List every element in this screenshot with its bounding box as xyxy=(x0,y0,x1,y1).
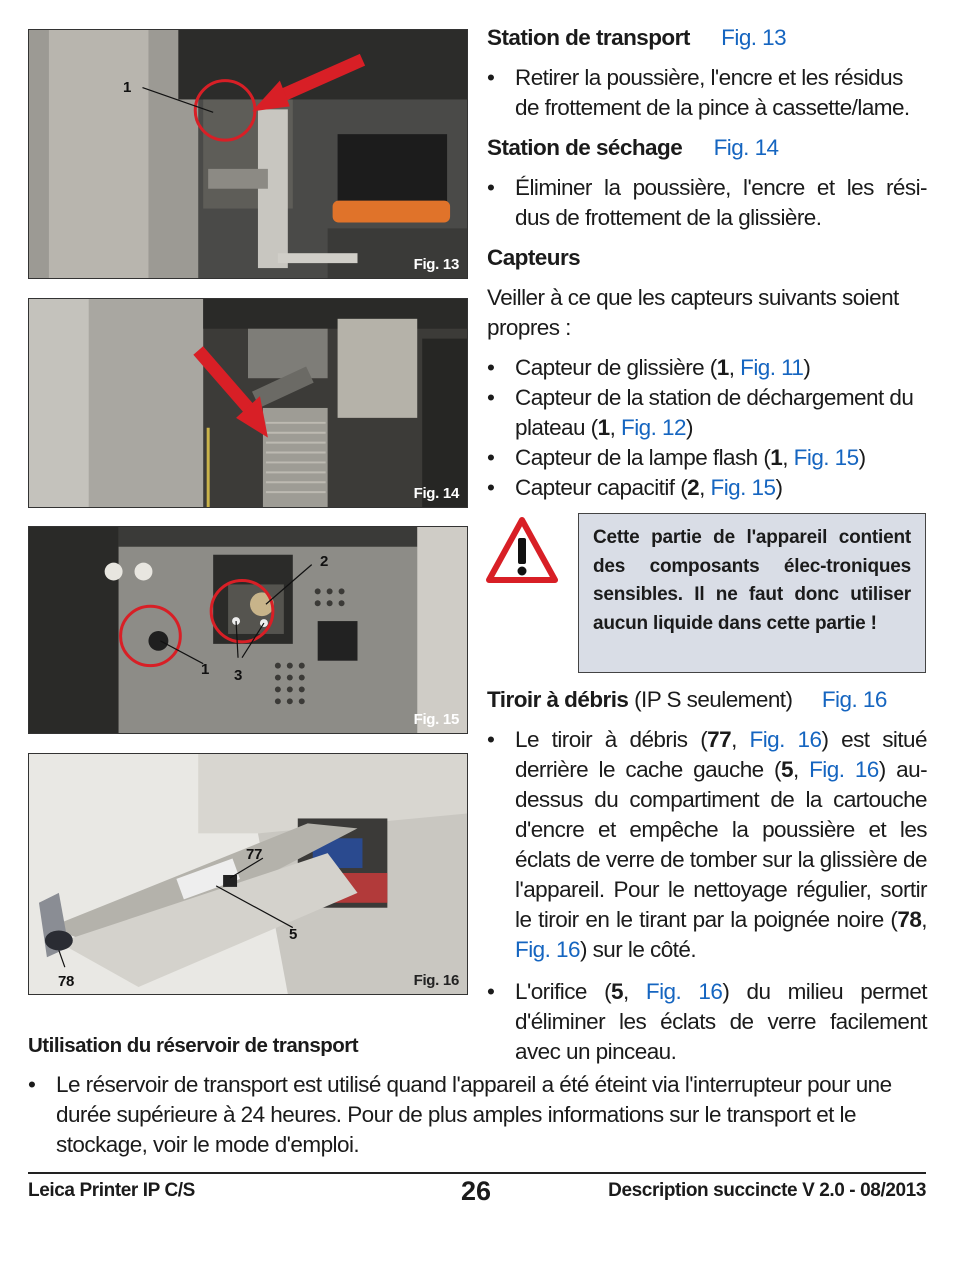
closing-paren: ) xyxy=(803,355,811,380)
debris-fig-ref[interactable]: Fig. 16 xyxy=(515,937,580,962)
debris-fig-ref[interactable]: Fig. 16 xyxy=(749,727,822,752)
warning-triangle-icon xyxy=(486,516,558,584)
transport-bullet xyxy=(487,63,927,123)
sensor-item-text: Capteur capacitif ( xyxy=(515,475,688,500)
transport-heading-line xyxy=(487,23,786,53)
transport-heading: Station de transport xyxy=(487,25,690,50)
debris-number: 5 xyxy=(611,979,623,1004)
debris-heading-suffix: (IP S seulement) xyxy=(628,687,793,712)
sensor-item-text: Capteur de glissière ( xyxy=(515,355,717,380)
figure-14-photo xyxy=(29,299,467,507)
closing-paren: ) xyxy=(775,475,783,500)
drying-heading: Station de séchage xyxy=(487,135,683,160)
drying-heading-line xyxy=(487,133,779,163)
debris-number: 77 xyxy=(707,727,732,752)
debris-number: 5 xyxy=(781,757,793,782)
separator: , xyxy=(609,415,621,440)
sensor-item-number: 2 xyxy=(687,475,700,500)
sensor-item-fig-ref[interactable]: Fig. 11 xyxy=(740,355,804,380)
sensor-item-fig-ref[interactable]: Fig. 12 xyxy=(621,415,686,440)
sensor-item: • Capteur de la station de déchargement du plateau (1, Fig. 12) xyxy=(487,385,914,440)
figure-16-label: Fig. 16 xyxy=(413,972,459,989)
warning-box: Cette partie de l'appareil contient des composants élec-troniques sensibles. Il ne faut donc utiliser aucun liquide dans cette partie ! xyxy=(578,513,926,673)
reservoir-heading: Utilisation du réservoir de transport xyxy=(28,1034,359,1057)
sensor-item-text: Capteur de la lampe flash ( xyxy=(515,445,771,470)
drying-bullet-line2: dus de frottement de la glissière. xyxy=(515,205,822,230)
figure-13 xyxy=(28,29,468,279)
figure-13-callout-1: 1 xyxy=(123,79,132,96)
separator: , xyxy=(921,907,927,932)
debris-fig-ref[interactable]: Fig. 16 xyxy=(821,687,887,712)
debris-fig-ref[interactable]: Fig. 16 xyxy=(645,979,723,1004)
drying-bullet-line1: Éliminer la poussière, l'encre et les rési- xyxy=(515,175,927,200)
figure-14-label: Fig. 14 xyxy=(413,485,459,502)
figure-16-photo xyxy=(29,754,467,994)
debris-number: 78 xyxy=(897,907,922,932)
sensor-item: • Capteur capacitif (2, Fig. 15) xyxy=(487,475,783,500)
sensor-item-number: 1 xyxy=(770,445,783,470)
separator: , xyxy=(728,355,741,380)
figure-16-callout-5: 5 xyxy=(289,926,298,943)
sensor-item-number: 1 xyxy=(716,355,729,380)
closing-paren: ) xyxy=(858,445,866,470)
drying-fig-ref[interactable]: Fig. 14 xyxy=(713,135,779,160)
debris-text: ) sur le côté. xyxy=(579,937,697,962)
sensor-item: • Capteur de glissière (1, Fig. 11) xyxy=(487,355,811,380)
sensor-item-fig-ref[interactable]: Fig. 15 xyxy=(793,445,859,470)
debris-bullet-1: • Le tiroir à débris (77, Fig. 16) est situé derrière le cache gauche (5, Fig. 16) au-dessus du compartiment de la cartouche d'encre et empêche la poussière et les éclats de verre de tomber sur la glissière de l'appareil. Pour le nettoyage régulier, sortir le tiroir en le tirant par la poignée noire (78, Fig. 16) sur le côté. xyxy=(487,727,928,962)
sensors-intro xyxy=(487,283,927,343)
separator: , xyxy=(699,475,711,500)
figure-16-callout-77: 77 xyxy=(246,846,263,863)
debris-text: ) du milieu permet d'éliminer les éclats de verre facilement avec un pinceau. xyxy=(515,979,928,1064)
separator: , xyxy=(731,727,750,752)
drying-bullet xyxy=(487,173,927,233)
figure-13-photo xyxy=(29,30,467,278)
footer-divider xyxy=(28,1172,926,1174)
bullet-dot: • xyxy=(487,65,495,90)
transport-bullet-text: Retirer la poussière, l'encre et les résidus de frottement de la pince à cassette/lame. xyxy=(515,65,910,120)
debris-text: ) au-dessus du compartiment de la cartouche d'encre et empêche la poussière et les éclats de verre de tomber sur la glissière de l'appareil. Pour le nettoyage régulier, sortir le tiroir en le tirant par la poignée noire ( xyxy=(515,757,928,932)
separator: , xyxy=(623,979,646,1004)
debris-bullet-2: • L'orifice (5, Fig. 16) du milieu permet d'éliminer les éclats de verre facilement avec un pinceau. xyxy=(487,979,928,1064)
separator: , xyxy=(792,757,810,782)
footer-product: Leica Printer IP C/S xyxy=(28,1180,195,1201)
figure-16 xyxy=(28,753,468,995)
figure-13-label: Fig. 13 xyxy=(413,256,459,273)
debris-text: L'orifice ( xyxy=(515,979,612,1004)
debris-text: ) est situé derrière le cache gauche ( xyxy=(515,727,927,782)
figure-14 xyxy=(28,298,468,508)
sensors-heading: Capteurs xyxy=(487,245,581,270)
debris-heading-line xyxy=(487,685,887,715)
sensor-item-text: Capteur de la station de déchargement du plateau ( xyxy=(515,385,914,440)
page-number: 26 xyxy=(461,1176,492,1206)
sensors-intro-line2: propres : xyxy=(487,315,571,340)
debris-text: Le tiroir à débris ( xyxy=(515,727,708,752)
footer-document: Description succincte V 2.0 - 08/2013 xyxy=(608,1180,926,1201)
transport-fig-ref[interactable]: Fig. 13 xyxy=(721,25,787,50)
figure-15 xyxy=(28,526,468,734)
figure-15-callout-2: 2 xyxy=(320,553,329,570)
debris-heading: Tiroir à débris xyxy=(487,687,629,712)
figure-15-callout-1: 1 xyxy=(201,661,210,678)
sensors-intro-line1: Veiller à ce que les capteurs suivants soient xyxy=(487,285,899,310)
debris-fig-ref[interactable]: Fig. 16 xyxy=(809,757,879,782)
figure-15-callout-3: 3 xyxy=(234,667,243,684)
reservoir-bullet-text: Le réservoir de transport est utilisé quand l'appareil a été éteint via l'interrupteur pour une durée supérieure à 24 heures. Pour de plus amples informations sur le transport et le stockage, voir le mode d'emploi. xyxy=(56,1072,892,1157)
reservoir-bullet: • Le réservoir de transport est utilisé quand l'appareil a été éteint via l'interrupteur pour une durée supérieure à 24 heures. Pour de plus amples informations sur le transport et le stockage, voir le mode d'emploi. xyxy=(28,1070,926,1160)
sensor-item-fig-ref[interactable]: Fig. 15 xyxy=(710,475,776,500)
figure-15-photo xyxy=(29,527,467,733)
separator: , xyxy=(782,445,794,470)
sensor-item-number: 1 xyxy=(597,415,610,440)
figure-16-callout-78: 78 xyxy=(58,973,75,990)
bullet-dot: • xyxy=(487,175,495,200)
sensor-item: • Capteur de la lampe flash (1, Fig. 15) xyxy=(487,445,866,470)
figure-15-label: Fig. 15 xyxy=(413,711,459,728)
closing-paren: ) xyxy=(685,415,693,440)
